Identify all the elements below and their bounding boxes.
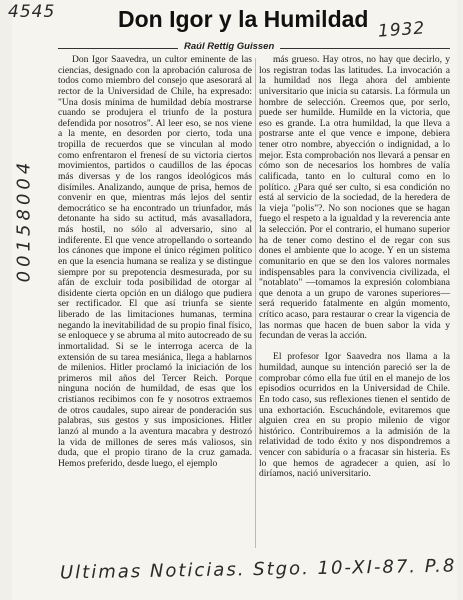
handwritten-year: 1932 [377, 18, 426, 42]
article-title: Don Igor y la Humildad [118, 6, 369, 32]
paragraph: más grueso. Hay otros, no hay que decirlo, y los registran todas las latitudes. La invocación a la humildad nos llega ahora del ambiente universitario que inicia su catarsis. La fórmula un hombre de selección. Creemos que, por serlo, puede ser humilde. Humilde en la victoria, que eso es grande. La otra humildad, la que lleva a postrarse ante el que vence e impone, debiera tener otro nombre, abyección o indignidad, a lo mejor. Esta comprobación nos llevará a pensar en cómo son de necesarios los hombres de valía calificada, tanto en lo cultural como en lo político. ¿Para qué ser culto, si esa condición no está al servicio de la sociedad, de la heredera de la vieja "polis"?. No son nociones que se hagan fuego el respeto a la igualdad y la reverencia ante la selección. Por el contrario, el humano superior ha de tener como destino el de regar con sus dones el ambiente que lo acoge. Y en un sistema comunitario en que se den los valores normales indispensables para la convivencia civilizada, el "notablato" —tomamos la expresión colombiana que denota a un grupo de varones superiores— será requerido fatalmente en algún momento, crítico acaso, para restaurar o crear la vigencia de las normas que hacen de buen sabor la vida y fecundan de veras la acción. [259, 54, 450, 342]
handwritten-catalog-number: 00158004 [13, 158, 35, 283]
paragraph: Don Igor Saavedra, un cultor eminente de las ciencias, designado con la aprobación calurosa de todos como miembro del consejo que asesorará al rector de la Universidad de Chile, ha expresado: "Una dosis mínima de humildad debía mostrarse cuando se produjera el triunfo de la postura defendida por nosotros". Al leer eso, se nos viene a la mente, en desorden por cierto, toda una tropilla de recuerdos que se vinculan al modo como enfrentaron el frenesí de su victoria ciertos movimientos, partidos o caudillos de las épocas más diversas y de los rangos ideológicos más disímiles. Analizando, aunque de prisa, hemos de convenir en que, mientras más lejos del sentir democrático se ha encontrado un triunfador, más detonante ha sido su actitud, más avasalladora, más hostil, no sólo al adversario, sino al indiferente. El que vence atropellando o sorteando los cánones que impone el único régimen político en que la esencia humana se realiza y se distingue siempre por su prepotencia desmesurada, por su afán de excluir toda posibilidad de otorgar al disidente cierta opción en un diálogo que pudiera ser rectificador. El que así triunfa se siente liberado de las limitaciones humanas, termina negando la inevitabilidad de su propio final físico, se enloquece y se abruma al mito autocreado de su inmortalidad. Si se le interroga acerca de la extensión de su tarea mesiánica, llega a hablarnos de milenios. Hitler proclamó la iniciación de los primeros mil años del Tercer Reich. Porque ninguna noción de humildad, de esas que los cristianos recibimos con fe y nosotros extraemos de otros caudales, supo airear de ponderación sus palabras, sus gestos y sus imposiciones. Hitler lanzó al mundo a la aventura macabra y destrozó la vida de millones de seres más valiosos, sin duda, que el propio tirano de la cruz gamada. Hemos preferido, desde luego, el ejemplo [58, 54, 252, 469]
handwritten-source-note: Ultimas Noticias. Stgo. 10-XI-87. P.8 [59, 555, 457, 584]
paragraph: El profesor Igor Saavedra nos llama a la humildad, aunque su intención pareció ser la de comprobar cómo ella fue útil en el manejo de los episodios ocurridos en la Universidad de Chile. En todo caso, sus reflexiones tienen el sentido de una exhortación. Escuchándole, evitaremos que alguien crea en su propio milenio de vigor histórico. Contribuiremos a la admisión de la relatividad de todo éxito y nos dispondremos a vencer con sabiduría o a fracasar sin histeria. Es lo que hemos de agradecer a quien, así lo diríamos, nació universitario. [259, 351, 450, 480]
article-byline: Raúl Rettig Guissen [178, 41, 280, 52]
article-column-right [259, 55, 450, 480]
article-column-left [58, 55, 252, 469]
handwritten-reference: 4545 [8, 2, 56, 22]
column-divider [255, 58, 256, 548]
